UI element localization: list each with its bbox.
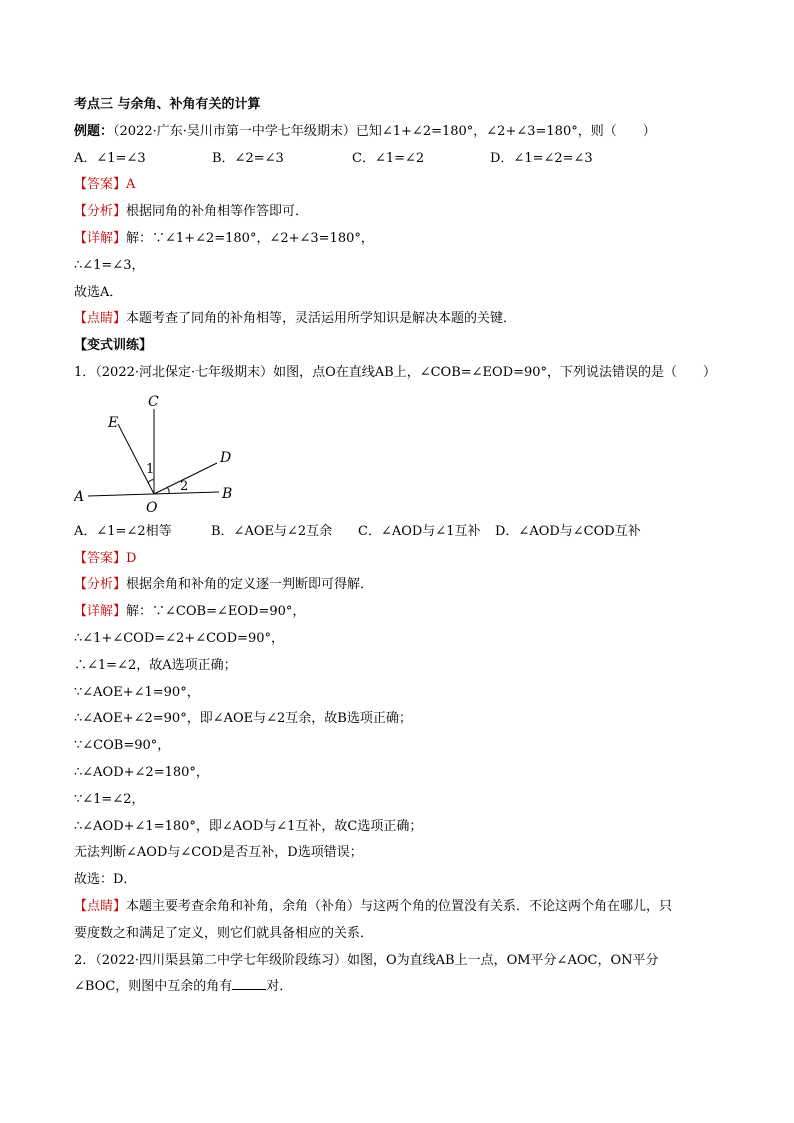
example-option-c: C．∠1=∠2 bbox=[352, 150, 425, 166]
analysis-text: 根据同角的补角相等作答即可． bbox=[126, 204, 309, 220]
example-detail-first bbox=[74, 226, 724, 253]
detail-tag: 【详解】 bbox=[74, 604, 127, 620]
q1-option-d: D．∠AOD与∠COD互补 bbox=[495, 523, 641, 539]
q2-text-before: ∠BOC，则图中互余的角有 bbox=[74, 979, 233, 995]
answer-blank[interactable] bbox=[232, 975, 266, 990]
q1-detail-line: ∴∠AOE+∠2=90°，即∠AOE与∠2互余，故B选项正确； bbox=[74, 711, 412, 727]
q1-option-a: A．∠1=∠2相等 bbox=[74, 523, 172, 539]
ray-oe bbox=[118, 424, 154, 494]
example-detail-line: 故选A． bbox=[74, 284, 123, 300]
q2-question-line2 bbox=[74, 974, 724, 1001]
q1-comment bbox=[74, 894, 724, 921]
example-comment bbox=[74, 306, 724, 333]
label-o: O bbox=[146, 499, 158, 516]
example-analysis bbox=[74, 199, 724, 226]
angle-diagram bbox=[74, 387, 274, 519]
detail-text: 解：∵∠COB=∠EOD=90°， bbox=[126, 604, 306, 620]
comment-text: 本题主要考查余角和补角，余角（补角）与这两个角的位置没有关系．不论这两个角在哪儿，只 bbox=[126, 898, 673, 914]
q1-detail-first bbox=[74, 599, 724, 626]
q2-question-line1: 2．（2022·四川渠县第二中学七年级阶段练习）如图，O为直线AB上一点，OM平分∠AOC，ON平分 bbox=[74, 952, 659, 968]
q1-detail-line: 无法判断∠AOD与∠COD是否互补，D选项错误； bbox=[74, 845, 363, 861]
comment-tag: 【点睛】 bbox=[74, 898, 127, 914]
answer-tag: 【答案】 bbox=[74, 550, 127, 566]
answer-value: D bbox=[126, 550, 137, 566]
q2-text-after: 对． bbox=[266, 979, 293, 995]
detail-tag: 【详解】 bbox=[74, 230, 127, 246]
q1-figure bbox=[74, 387, 724, 519]
example-option-b: B．∠2=∠3 bbox=[212, 150, 284, 166]
label-e: E bbox=[108, 414, 119, 431]
angle-1-arc bbox=[148, 480, 154, 483]
analysis-text: 根据余角和补角的定义逐一判断即可得解． bbox=[126, 577, 374, 593]
label-b: B bbox=[222, 485, 233, 502]
answer-value: A bbox=[126, 177, 136, 193]
example-option-a: A．∠1=∠3 bbox=[74, 150, 146, 166]
q1-detail-line: ∴∠1+∠COD=∠2+∠COD=90°， bbox=[74, 630, 285, 646]
q1-detail-line: ∵∠1=∠2， bbox=[74, 791, 145, 807]
q1-option-c: C．∠AOD与∠1互补 bbox=[358, 523, 481, 539]
comment-text: 本题考查了同角的补角相等，灵活运用所学知识是解决本题的关键． bbox=[126, 311, 517, 327]
q1-question: 1．（2022·河北保定·七年级期末）如图，点O在直线AB上，∠COB=∠EOD=90°，下列说法错误的是（ ） bbox=[74, 364, 717, 380]
section-title: 考点三 与余角、补角有关的计算 bbox=[74, 97, 261, 112]
label-angle-1: 1 bbox=[146, 461, 155, 477]
example-options bbox=[74, 146, 724, 173]
q1-options bbox=[74, 519, 724, 546]
label-d: D bbox=[220, 449, 232, 466]
example-answer bbox=[74, 172, 724, 199]
angle-2-arc bbox=[167, 487, 169, 493]
q1-comment-line: 要度数之和满足了定义，则它们就具备相应的关系． bbox=[74, 925, 374, 941]
example-text: （2022·广东·吴川市第一中学七年级期末）已知∠1+∠2=180°，∠2+∠3=180°，则（ ） bbox=[113, 123, 656, 139]
q1-detail-line: 故选：D． bbox=[74, 872, 137, 888]
example-question bbox=[74, 119, 724, 146]
q1-detail-line: ∵∠COB=90°， bbox=[74, 738, 171, 754]
analysis-tag: 【分析】 bbox=[74, 204, 127, 220]
label-angle-2: 2 bbox=[180, 478, 189, 494]
q1-detail-line: ∴∠AOD+∠1=180°，即∠AOD与∠1互补，故C选项正确； bbox=[74, 818, 423, 834]
q1-option-b: B．∠AOE与∠2互余 bbox=[211, 523, 333, 539]
answer-tag: 【答案】 bbox=[74, 177, 127, 193]
detail-text: 解：∵∠1+∠2=180°，∠2+∠3=180°， bbox=[126, 230, 374, 246]
document-page bbox=[74, 92, 724, 1001]
analysis-tag: 【分析】 bbox=[74, 577, 127, 593]
comment-tag: 【点睛】 bbox=[74, 311, 127, 327]
q1-detail-line: ∴∠1=∠2，故A选项正确； bbox=[74, 657, 237, 673]
example-detail-line: ∴∠1=∠3， bbox=[74, 257, 145, 273]
q1-detail-line: ∴∠AOD+∠2=180°， bbox=[74, 764, 209, 780]
label-c: C bbox=[148, 393, 159, 410]
example-option-d: D．∠1=∠2=∠3 bbox=[490, 150, 593, 166]
practice-title: 【变式训练】 bbox=[74, 338, 153, 354]
q1-answer bbox=[74, 546, 724, 573]
label-a: A bbox=[74, 488, 85, 505]
example-label: 例题： bbox=[74, 123, 114, 139]
q1-detail-line: ∵∠AOE+∠1=90°， bbox=[74, 684, 200, 700]
q1-analysis bbox=[74, 572, 724, 599]
